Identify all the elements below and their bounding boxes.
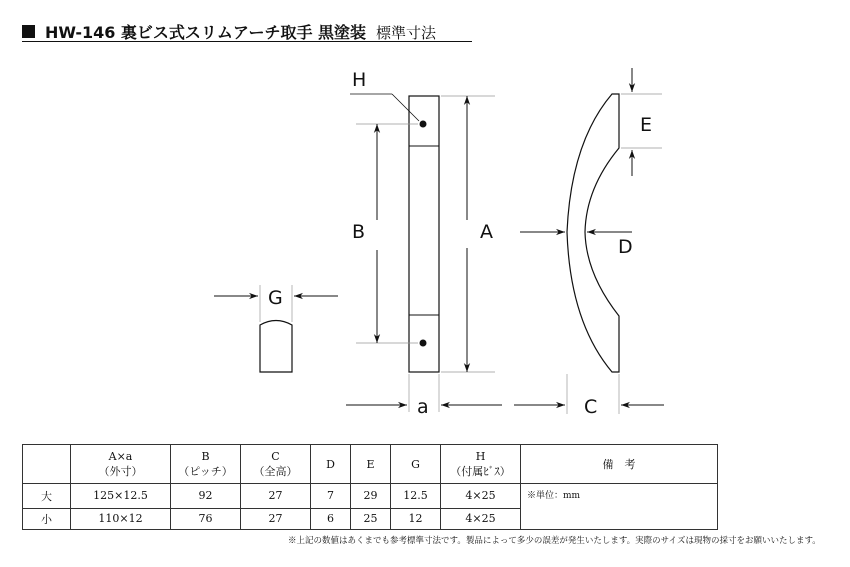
cell-h: 4×25 xyxy=(441,484,521,509)
cell-h: 4×25 xyxy=(441,508,521,529)
cell-e: 29 xyxy=(351,484,391,509)
cell-e: 25 xyxy=(351,508,391,529)
label-a-lower: a xyxy=(417,396,429,418)
cell-c: 27 xyxy=(241,508,311,529)
cell-remark-continued xyxy=(521,508,718,529)
label-h: H xyxy=(352,69,367,91)
cell-c: 27 xyxy=(241,484,311,509)
cell-size: 大 xyxy=(23,484,71,509)
header-cell-d: D xyxy=(311,445,351,484)
table-row xyxy=(23,508,718,529)
header-cell-remarks: 備 考 xyxy=(521,445,718,484)
front-view xyxy=(346,69,502,418)
footnote: ※上記の数値はあくまでも参考標準寸法です。製品によって多少の誤差が発生いたします。実際のサイズは現物の採寸をお願いいたします。 xyxy=(288,536,821,546)
cell-d: 7 xyxy=(311,484,351,509)
cell-size: 小 xyxy=(23,508,71,529)
header-cell-blank xyxy=(23,445,71,484)
cell-b: 76 xyxy=(171,508,241,529)
cell-remark: ※単位：mm xyxy=(521,484,718,509)
label-d: D xyxy=(618,236,633,258)
arch-side-view xyxy=(514,68,664,418)
screw-hole-top xyxy=(420,121,427,128)
label-c: C xyxy=(584,396,598,418)
cell-d: 6 xyxy=(311,508,351,529)
cell-axa: 125×12.5 xyxy=(71,484,171,509)
table-row xyxy=(23,484,718,509)
table-header-row xyxy=(23,445,718,484)
label-e: E xyxy=(640,114,653,136)
cell-b: 92 xyxy=(171,484,241,509)
header-cell-axa: A×a （外寸） xyxy=(71,445,171,484)
cell-axa: 110×12 xyxy=(71,508,171,529)
title-main: HW-146 裏ビス式スリムアーチ取手 黒塗装 xyxy=(45,23,367,42)
header-cell-g: G xyxy=(391,445,441,484)
header-cell-b: B （ピッチ） xyxy=(171,445,241,484)
header-cell-c: C （全高） xyxy=(241,445,311,484)
side-profile-view xyxy=(214,285,338,372)
label-b: B xyxy=(352,221,366,243)
label-a-upper: A xyxy=(480,221,493,243)
screw-hole-bottom xyxy=(420,340,427,347)
header-cell-e: E xyxy=(351,445,391,484)
spec-table xyxy=(22,444,718,530)
cell-g: 12 xyxy=(391,508,441,529)
header-cell-h: H （付属ﾋﾞｽ） xyxy=(441,445,521,484)
cell-g: 12.5 xyxy=(391,484,441,509)
label-g: G xyxy=(268,287,283,309)
title-sub: 標準寸法 xyxy=(376,24,437,42)
